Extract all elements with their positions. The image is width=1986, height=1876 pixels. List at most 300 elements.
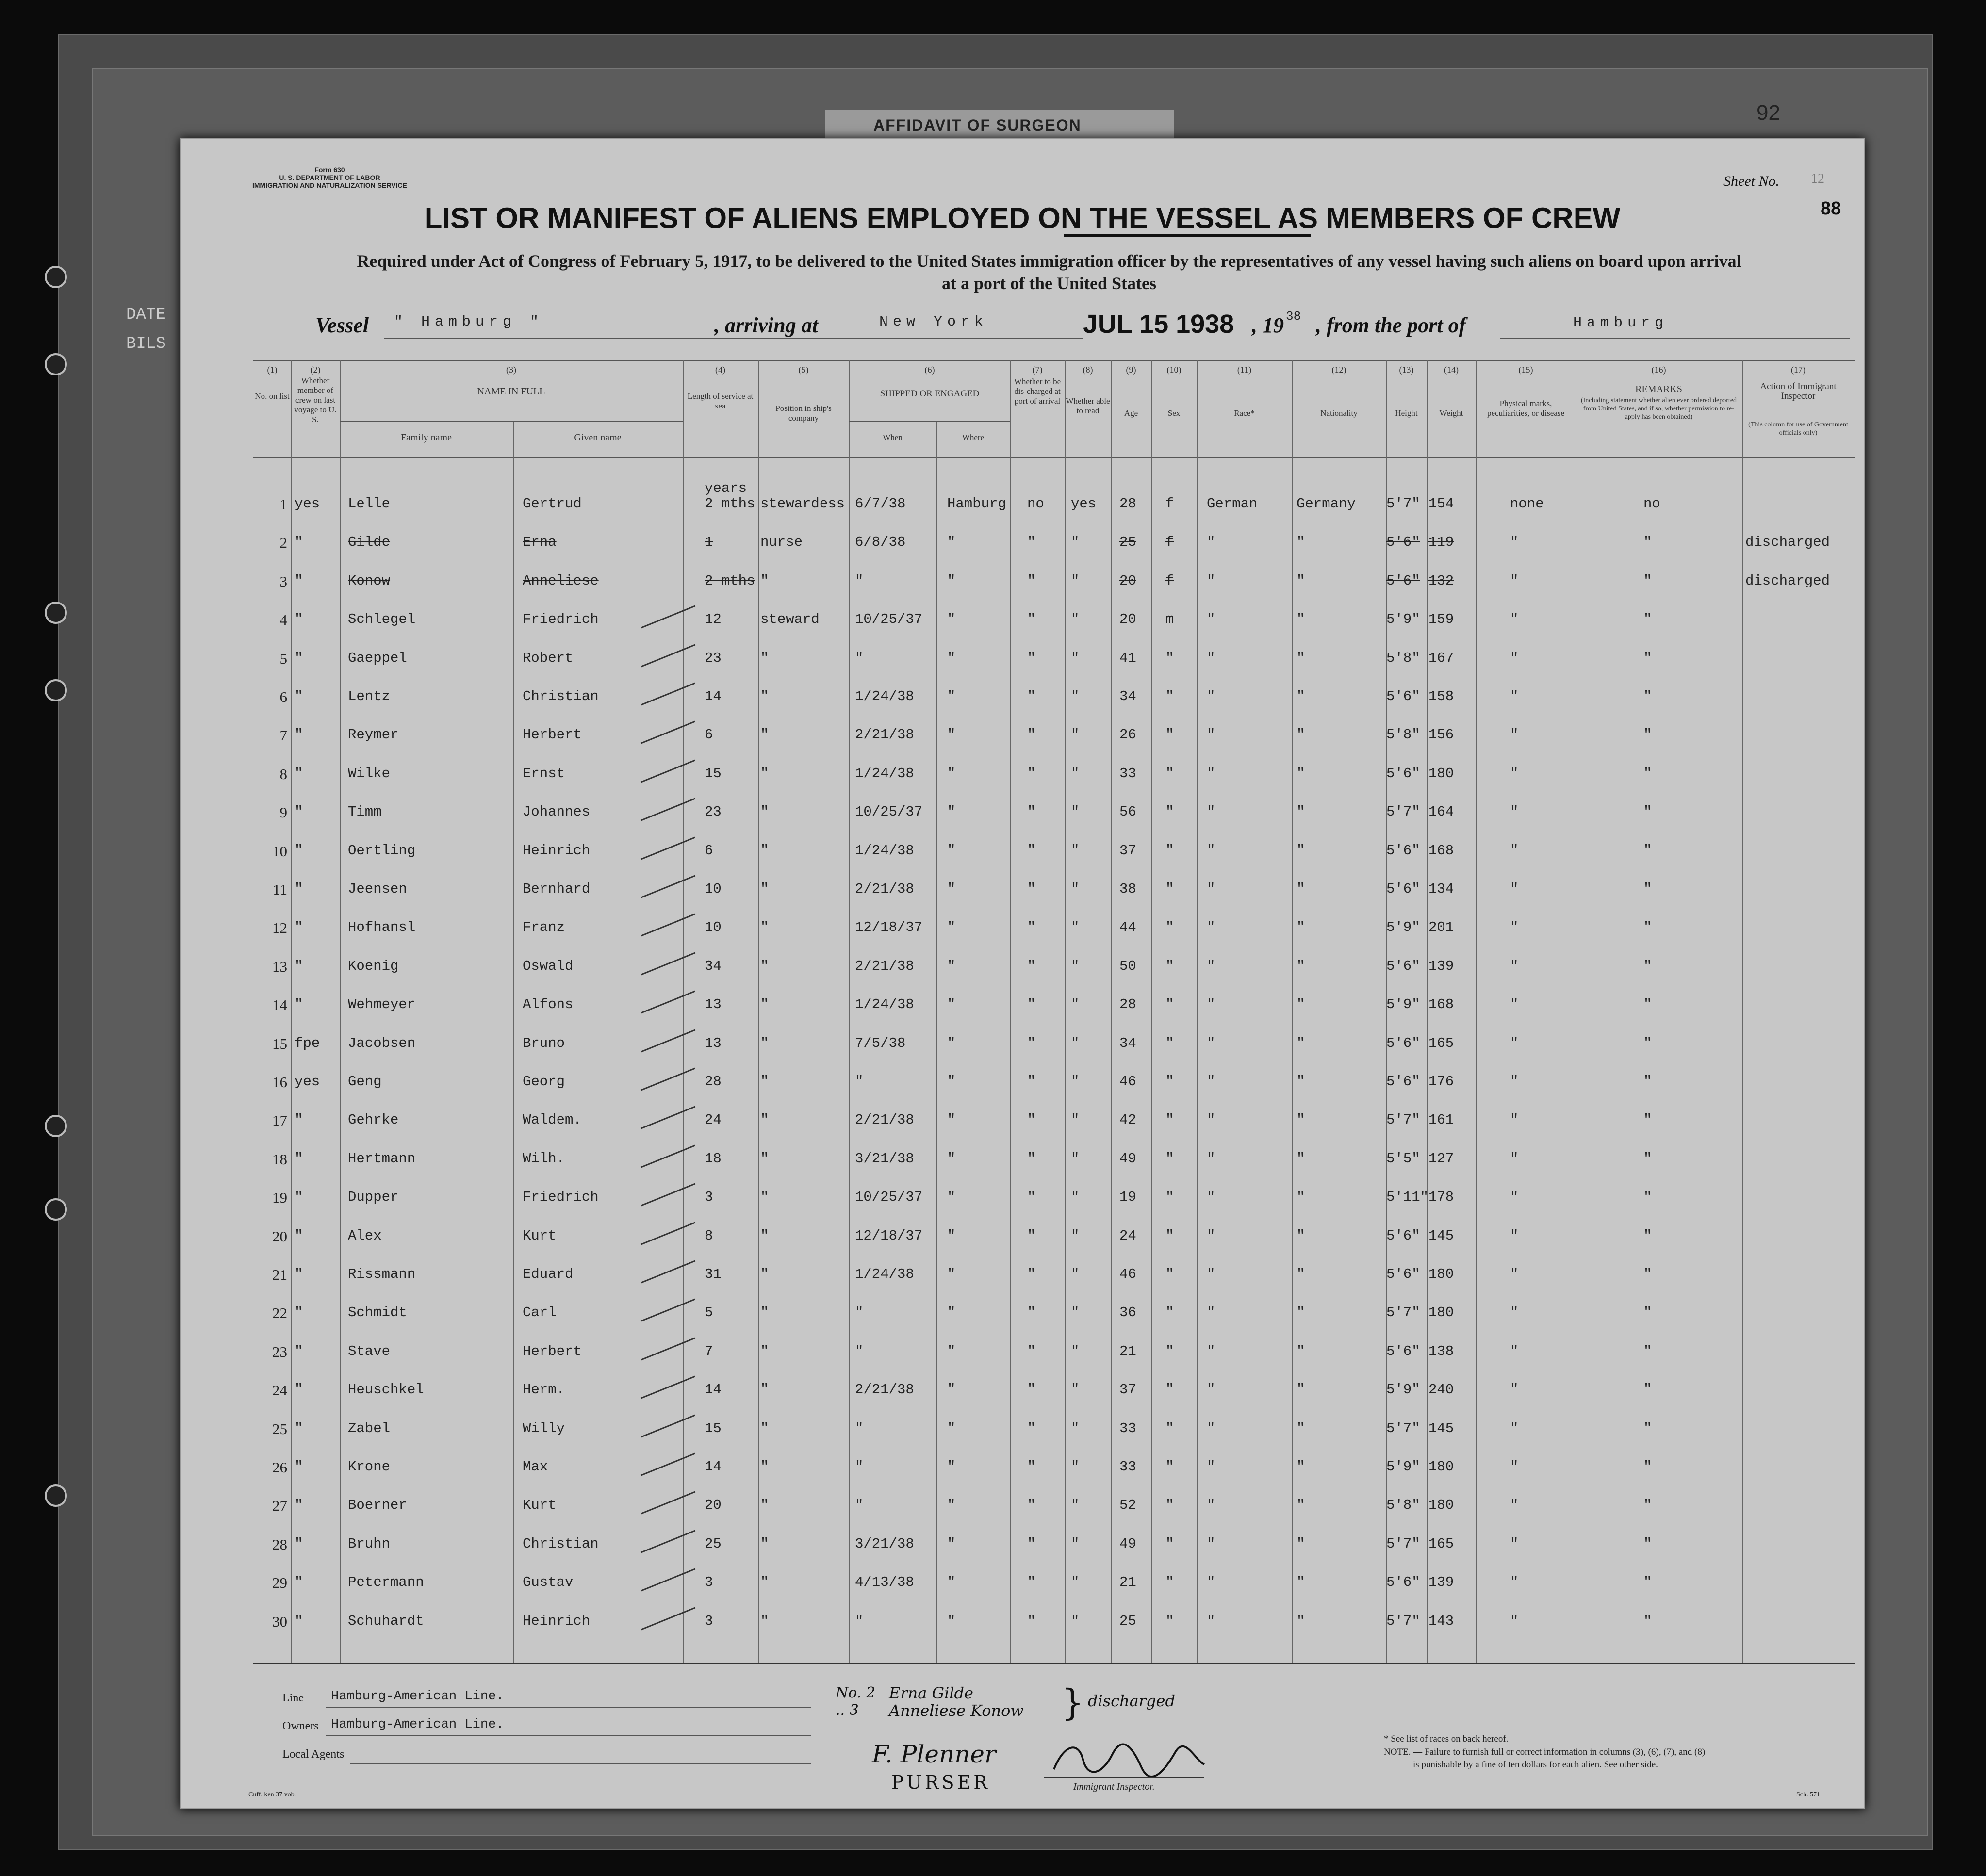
colnum-8: (8) <box>1083 365 1093 375</box>
schedule-number: Sch. 571 <box>1796 1791 1820 1798</box>
remarks-cell: " <box>1643 534 1652 551</box>
able-read-cell: " <box>1071 919 1080 936</box>
col-divider <box>513 421 514 1663</box>
nationality-cell: " <box>1297 1305 1305 1321</box>
nationality-cell: " <box>1297 1150 1305 1167</box>
given-name-cell: Christian <box>523 1535 599 1552</box>
col-divider <box>683 360 684 1663</box>
shipped-when-cell: 3/21/38 <box>855 1150 914 1167</box>
age-cell: 28 <box>1119 996 1136 1013</box>
agents-fill <box>350 1763 811 1764</box>
height-cell: 5'7" <box>1386 1420 1420 1436</box>
discharged-cell: " <box>1027 1112 1036 1128</box>
sex-cell: " <box>1165 1574 1174 1591</box>
service-length-cell: 1 <box>705 534 713 551</box>
header-able-read: Whether able to read <box>1066 396 1110 415</box>
weight-cell: 180 <box>1428 1459 1454 1475</box>
given-name-cell: Herbert <box>523 1343 582 1359</box>
age-cell: 26 <box>1119 727 1136 743</box>
remarks-cell: " <box>1643 1459 1652 1475</box>
race-cell: " <box>1207 688 1215 704</box>
service-length-cell: 15 <box>705 765 722 782</box>
crew-member-cell: " <box>295 1266 303 1282</box>
physical-marks-cell: " <box>1510 1420 1519 1436</box>
sex-cell: " <box>1165 727 1174 743</box>
sex-cell: " <box>1165 1227 1174 1244</box>
crew-member-cell: " <box>295 881 303 897</box>
header-sex: Sex <box>1167 408 1181 418</box>
discharged-cell: " <box>1027 727 1036 743</box>
binder-hole <box>45 1198 67 1221</box>
shipped-when-cell: 10/25/37 <box>855 804 923 820</box>
discharged-cell: " <box>1027 1535 1036 1552</box>
binder-hole <box>45 1484 67 1507</box>
shipped-subheader-rule <box>849 421 1010 422</box>
age-cell: 34 <box>1119 688 1136 704</box>
family-name-cell: Boerner <box>348 1497 407 1514</box>
shipped-when-cell: 2/21/38 <box>855 1112 914 1128</box>
age-cell: 19 <box>1119 1189 1136 1206</box>
vessel-fill-line <box>384 338 899 339</box>
crew-member-cell: " <box>295 650 303 666</box>
age-cell: 41 <box>1119 650 1136 666</box>
check-tick-mark <box>641 914 695 937</box>
inspector-label: Immigrant Inspector. <box>1073 1781 1155 1792</box>
shipped-where-cell: " <box>947 1535 956 1552</box>
age-cell: 25 <box>1119 1613 1136 1629</box>
shipped-when-cell: 7/5/38 <box>855 1035 906 1051</box>
weight-cell: 180 <box>1428 765 1454 782</box>
physical-marks-cell: " <box>1510 919 1519 936</box>
nationality-cell: " <box>1297 1535 1305 1552</box>
family-name-cell: Dupper <box>348 1189 399 1206</box>
crew-member-cell: " <box>295 1382 303 1398</box>
shipped-where-cell: " <box>947 1035 956 1051</box>
given-name-cell: Wilh. <box>523 1150 565 1167</box>
shipped-when-cell: 1/24/38 <box>855 996 914 1013</box>
position-cell: " <box>760 1382 769 1398</box>
given-name-cell: Friedrich <box>523 1189 599 1206</box>
position-cell: " <box>760 1613 769 1629</box>
position-cell: steward <box>760 611 820 628</box>
weight-cell: 138 <box>1428 1343 1454 1359</box>
check-tick-mark <box>641 1376 695 1399</box>
discharged-cell: " <box>1027 1574 1036 1591</box>
sex-cell: " <box>1165 1420 1174 1436</box>
service-length-cell: 13 <box>705 996 722 1013</box>
given-name-cell: Bernhard <box>523 881 591 897</box>
shipped-when-cell: " <box>855 1497 864 1514</box>
service-name: IMMIGRATION AND NATURALIZATION SERVICE <box>252 181 407 189</box>
age-cell: 44 <box>1119 919 1136 936</box>
printer-note: Cuff. ken 37 vob. <box>248 1791 296 1798</box>
race-cell: " <box>1207 1266 1215 1282</box>
colnum-1: (1) <box>267 365 278 375</box>
height-cell: 5'9" <box>1386 1382 1420 1398</box>
name-subheader-rule <box>340 421 683 422</box>
nationality-cell: Germany <box>1297 496 1356 512</box>
sex-cell: " <box>1165 1305 1174 1321</box>
sex-cell: f <box>1165 572 1174 589</box>
race-cell: " <box>1207 1535 1215 1552</box>
able-read-cell: " <box>1071 534 1080 551</box>
discharged-cell: " <box>1027 1074 1036 1090</box>
action-cell: discharged <box>1745 572 1830 589</box>
able-read-cell: " <box>1071 1074 1080 1090</box>
nationality-cell: " <box>1297 1420 1305 1436</box>
able-read-cell: " <box>1071 1382 1080 1398</box>
check-tick-mark <box>641 683 695 706</box>
sex-cell: f <box>1165 534 1174 551</box>
check-tick-mark <box>641 1222 695 1245</box>
height-cell: 5'8" <box>1386 650 1420 666</box>
check-tick-mark <box>641 1299 695 1322</box>
col-divider <box>1742 360 1743 1663</box>
crew-member-cell: yes <box>295 1074 320 1090</box>
family-name-cell: Lelle <box>348 496 391 512</box>
position-cell: " <box>760 1074 769 1090</box>
position-cell: " <box>760 727 769 743</box>
corner-mark: 92 <box>1756 101 1780 125</box>
remarks-cell: " <box>1643 1343 1652 1359</box>
subtitle-line-2: at a port of the United States <box>942 274 1156 293</box>
col-divider <box>1010 360 1011 1663</box>
weight-cell: 127 <box>1428 1150 1454 1167</box>
service-length-cell: 23 <box>705 804 722 820</box>
nationality-cell: " <box>1297 1189 1305 1206</box>
remarks-cell: " <box>1643 1266 1652 1282</box>
nationality-cell: " <box>1297 1343 1305 1359</box>
weight-cell: 180 <box>1428 1266 1454 1282</box>
service-length-cell: 13 <box>705 1035 722 1051</box>
shipped-where-cell: " <box>947 572 956 589</box>
race-cell: " <box>1207 1497 1215 1514</box>
row-number: 2 <box>279 534 287 552</box>
crew-member-cell: yes <box>295 496 320 512</box>
discharged-cell: " <box>1027 534 1036 551</box>
physical-marks-cell: " <box>1510 958 1519 974</box>
shipped-when-cell: " <box>855 1420 864 1436</box>
able-read-cell: " <box>1071 1343 1080 1359</box>
family-name-cell: Geng <box>348 1074 382 1090</box>
crew-member-cell: " <box>295 534 303 551</box>
table-header-rule <box>253 457 1855 458</box>
age-cell: 28 <box>1119 496 1136 512</box>
row-number: 22 <box>272 1305 287 1322</box>
shipped-when-cell: " <box>855 650 864 666</box>
binder-hole <box>45 1115 67 1137</box>
race-cell: " <box>1207 1305 1215 1321</box>
weight-cell: 240 <box>1428 1382 1454 1398</box>
sex-cell: " <box>1165 881 1174 897</box>
row-number: 30 <box>272 1613 287 1630</box>
sex-cell: " <box>1165 996 1174 1013</box>
department-name: U. S. DEPARTMENT OF LABOR <box>279 174 380 181</box>
nationality-cell: " <box>1297 727 1305 743</box>
able-read-cell: " <box>1071 1420 1080 1436</box>
crew-member-cell: " <box>295 611 303 628</box>
able-read-cell: " <box>1071 1266 1080 1282</box>
crew-member-cell: fpe <box>295 1035 320 1051</box>
shipped-where-cell: " <box>947 765 956 782</box>
sex-cell: " <box>1165 958 1174 974</box>
title-underline <box>1064 234 1311 237</box>
position-cell: " <box>760 1459 769 1475</box>
position-cell: " <box>760 650 769 666</box>
year-prefix: , 19 <box>1252 313 1284 337</box>
nationality-cell: " <box>1297 572 1305 589</box>
physical-marks-cell: " <box>1510 611 1519 628</box>
local-agents-label: Local Agents <box>282 1748 345 1761</box>
check-tick-mark <box>641 1337 695 1360</box>
height-cell: 5'6" <box>1386 1266 1420 1282</box>
weight-cell: 168 <box>1428 996 1454 1013</box>
race-cell: " <box>1207 765 1215 782</box>
shipped-where-cell: " <box>947 1382 956 1398</box>
shipped-where-cell: " <box>947 1266 956 1282</box>
given-name-cell: Johannes <box>523 804 591 820</box>
check-tick-mark <box>641 1568 695 1592</box>
age-cell: 25 <box>1119 534 1136 551</box>
crew-member-cell: " <box>295 1420 303 1436</box>
header-where: Where <box>962 433 985 442</box>
weight-cell: 145 <box>1428 1227 1454 1244</box>
physical-marks-cell: " <box>1510 1150 1519 1167</box>
port-label: , from the port of <box>1316 313 1466 337</box>
line-value: Hamburg-American Line. <box>331 1689 504 1704</box>
height-cell: 5'6" <box>1386 765 1420 782</box>
sheet-number-value: 12 <box>1811 171 1824 186</box>
remarks-cell: " <box>1643 688 1652 704</box>
nationality-cell: " <box>1297 1613 1305 1629</box>
handwritten-discharged: discharged <box>1088 1692 1175 1710</box>
row-number: 17 <box>272 1112 287 1129</box>
given-name-cell: Heinrich <box>523 1613 591 1629</box>
physical-marks-cell: " <box>1510 650 1519 666</box>
remarks-cell: " <box>1643 1035 1652 1051</box>
row-number: 15 <box>272 1035 287 1052</box>
shipped-where-cell: " <box>947 1459 956 1475</box>
position-cell: " <box>760 765 769 782</box>
sex-cell: " <box>1165 1112 1174 1128</box>
colnum-10: (10) <box>1166 365 1182 375</box>
row-number: 8 <box>279 765 287 783</box>
discharged-cell: " <box>1027 1035 1036 1051</box>
nationality-cell: " <box>1297 611 1305 628</box>
position-cell: " <box>760 881 769 897</box>
height-cell: 5'6" <box>1386 881 1420 897</box>
nationality-cell: " <box>1297 650 1305 666</box>
nationality-cell: " <box>1297 688 1305 704</box>
able-read-cell: " <box>1071 1613 1080 1629</box>
position-cell: " <box>760 572 769 589</box>
shipped-where-cell: " <box>947 958 956 974</box>
shipped-when-cell: " <box>855 1343 864 1359</box>
check-tick-mark <box>641 1453 695 1476</box>
position-cell: " <box>760 1035 769 1051</box>
service-length-cell: 3 <box>705 1574 713 1591</box>
shipped-where-cell: " <box>947 1574 956 1591</box>
colnum-11: (11) <box>1237 365 1252 375</box>
remarks-cell: " <box>1643 842 1652 859</box>
given-name-cell: Oswald <box>523 958 574 974</box>
physical-marks-cell: " <box>1510 1074 1519 1090</box>
height-cell: 5'6" <box>1386 534 1420 551</box>
header-age: Age <box>1124 408 1138 418</box>
page-title: LIST OR MANIFEST OF ALIENS EMPLOYED ON THE VESSEL AS MEMBERS OF CREW <box>424 202 1621 234</box>
service-length-cell: 10 <box>705 881 722 897</box>
position-cell: " <box>760 688 769 704</box>
able-read-cell: " <box>1071 996 1080 1013</box>
race-cell: " <box>1207 1112 1215 1128</box>
remarks-cell: " <box>1643 1189 1652 1206</box>
row-number: 5 <box>279 650 287 667</box>
crew-member-cell: " <box>295 688 303 704</box>
discharged-cell: " <box>1027 572 1036 589</box>
position-cell: " <box>760 996 769 1013</box>
able-read-cell: " <box>1071 1535 1080 1552</box>
shipped-where-cell: " <box>947 996 956 1013</box>
col-divider <box>1292 360 1293 1663</box>
nationality-cell: " <box>1297 1112 1305 1128</box>
race-cell: " <box>1207 1574 1215 1591</box>
row-number: 6 <box>279 688 287 705</box>
check-tick-mark <box>641 836 695 860</box>
row-number: 9 <box>279 804 287 821</box>
race-cell: " <box>1207 804 1215 820</box>
given-name-cell: Herbert <box>523 727 582 743</box>
weight-cell: 139 <box>1428 958 1454 974</box>
nationality-cell: " <box>1297 765 1305 782</box>
race-cell: " <box>1207 1227 1215 1244</box>
physical-marks-cell: " <box>1510 1497 1519 1514</box>
check-tick-mark <box>641 991 695 1014</box>
table-bottom-rule <box>253 1663 1855 1664</box>
able-read-cell: " <box>1071 765 1080 782</box>
weight-cell: 165 <box>1428 1035 1454 1051</box>
discharged-cell: " <box>1027 958 1036 974</box>
given-name-cell: Heinrich <box>523 842 591 859</box>
shipped-where-cell: " <box>947 1074 956 1090</box>
family-name-cell: Gilde <box>348 534 391 551</box>
shipped-when-cell: 10/25/37 <box>855 611 923 628</box>
age-cell: 56 <box>1119 804 1136 820</box>
shipped-when-cell: " <box>855 572 864 589</box>
height-cell: 5'8" <box>1386 727 1420 743</box>
service-length-cell: 18 <box>705 1150 722 1167</box>
height-cell: 5'6" <box>1386 1035 1420 1051</box>
nationality-cell: " <box>1297 1459 1305 1475</box>
header-crew-last-voyage: Whether member of crew on last voyage to U. S. <box>294 376 337 424</box>
age-cell: 33 <box>1119 1459 1136 1475</box>
height-cell: 5'9" <box>1386 611 1420 628</box>
weight-cell: 167 <box>1428 650 1454 666</box>
check-tick-mark <box>641 1414 695 1437</box>
date-stamp: JUL 15 1938 <box>1083 310 1234 339</box>
race-cell: " <box>1207 650 1215 666</box>
arriving-value: New York <box>879 314 988 330</box>
shipped-where-cell: " <box>947 1227 956 1244</box>
row-number: 25 <box>272 1420 287 1437</box>
age-cell: 37 <box>1119 1382 1136 1398</box>
sex-cell: " <box>1165 919 1174 936</box>
remarks-cell: " <box>1643 1382 1652 1398</box>
remarks-cell: " <box>1643 1613 1652 1629</box>
family-name-cell: Jeensen <box>348 881 407 897</box>
physical-marks-cell: " <box>1510 1112 1519 1128</box>
sex-cell: f <box>1165 496 1174 512</box>
remarks-cell: " <box>1643 1535 1652 1552</box>
family-name-cell: Jacobsen <box>348 1035 416 1051</box>
shipped-where-cell: " <box>947 688 956 704</box>
physical-marks-cell: none <box>1510 496 1544 512</box>
col-divider <box>1151 360 1152 1663</box>
shipped-when-cell: 2/21/38 <box>855 958 914 974</box>
check-tick-mark <box>641 605 695 629</box>
sheet-number-label: Sheet No. <box>1723 173 1779 189</box>
age-cell: 38 <box>1119 881 1136 897</box>
position-cell: " <box>760 1343 769 1359</box>
shipped-where-cell: " <box>947 727 956 743</box>
race-cell: German <box>1207 496 1258 512</box>
race-note: * See list of races on back hereof. <box>1384 1734 1509 1744</box>
shipped-where-cell: " <box>947 1613 956 1629</box>
crew-member-cell: " <box>295 1112 303 1128</box>
binder-hole <box>45 679 67 701</box>
remarks-cell: " <box>1643 1420 1652 1436</box>
row-number: 11 <box>273 881 287 898</box>
shipped-where-cell: " <box>947 1343 956 1359</box>
able-read-cell: " <box>1071 688 1080 704</box>
nationality-cell: " <box>1297 534 1305 551</box>
nationality-cell: " <box>1297 1497 1305 1514</box>
row-number: 24 <box>272 1382 287 1399</box>
vessel-label: Vessel <box>315 313 369 337</box>
service-length-cell: 5 <box>705 1305 713 1321</box>
family-name-cell: Gehrke <box>348 1112 399 1128</box>
sex-cell: " <box>1165 688 1174 704</box>
colnum-2: (2) <box>310 365 321 375</box>
header-weight: Weight <box>1439 408 1463 418</box>
remarks-cell: " <box>1643 996 1652 1013</box>
race-cell: " <box>1207 1074 1215 1090</box>
sex-cell: " <box>1165 1266 1174 1282</box>
service-length-cell: 7 <box>705 1343 713 1359</box>
age-cell: 42 <box>1119 1112 1136 1128</box>
shipped-where-cell: " <box>947 650 956 666</box>
row-number: 18 <box>272 1150 287 1168</box>
arriving-label: , arriving at <box>714 313 818 337</box>
purser-label: PURSER <box>891 1772 990 1793</box>
shipped-where-cell: " <box>947 611 956 628</box>
discharged-cell: no <box>1027 496 1044 512</box>
able-read-cell: " <box>1071 1150 1080 1167</box>
sex-cell: m <box>1165 611 1174 628</box>
shipped-where-cell: " <box>947 842 956 859</box>
discharged-cell: " <box>1027 804 1036 820</box>
height-cell: 5'7" <box>1386 496 1420 512</box>
given-name-cell: Herm. <box>523 1382 565 1398</box>
age-cell: 50 <box>1119 958 1136 974</box>
check-tick-mark <box>641 1068 695 1091</box>
shipped-when-cell: 3/21/38 <box>855 1535 914 1552</box>
subtitle <box>258 250 1840 294</box>
able-read-cell: " <box>1071 1574 1080 1591</box>
height-cell: 5'9" <box>1386 919 1420 936</box>
shipped-when-cell: 4/13/38 <box>855 1574 914 1591</box>
crew-member-cell: " <box>295 1227 303 1244</box>
remarks-cell: " <box>1643 958 1652 974</box>
